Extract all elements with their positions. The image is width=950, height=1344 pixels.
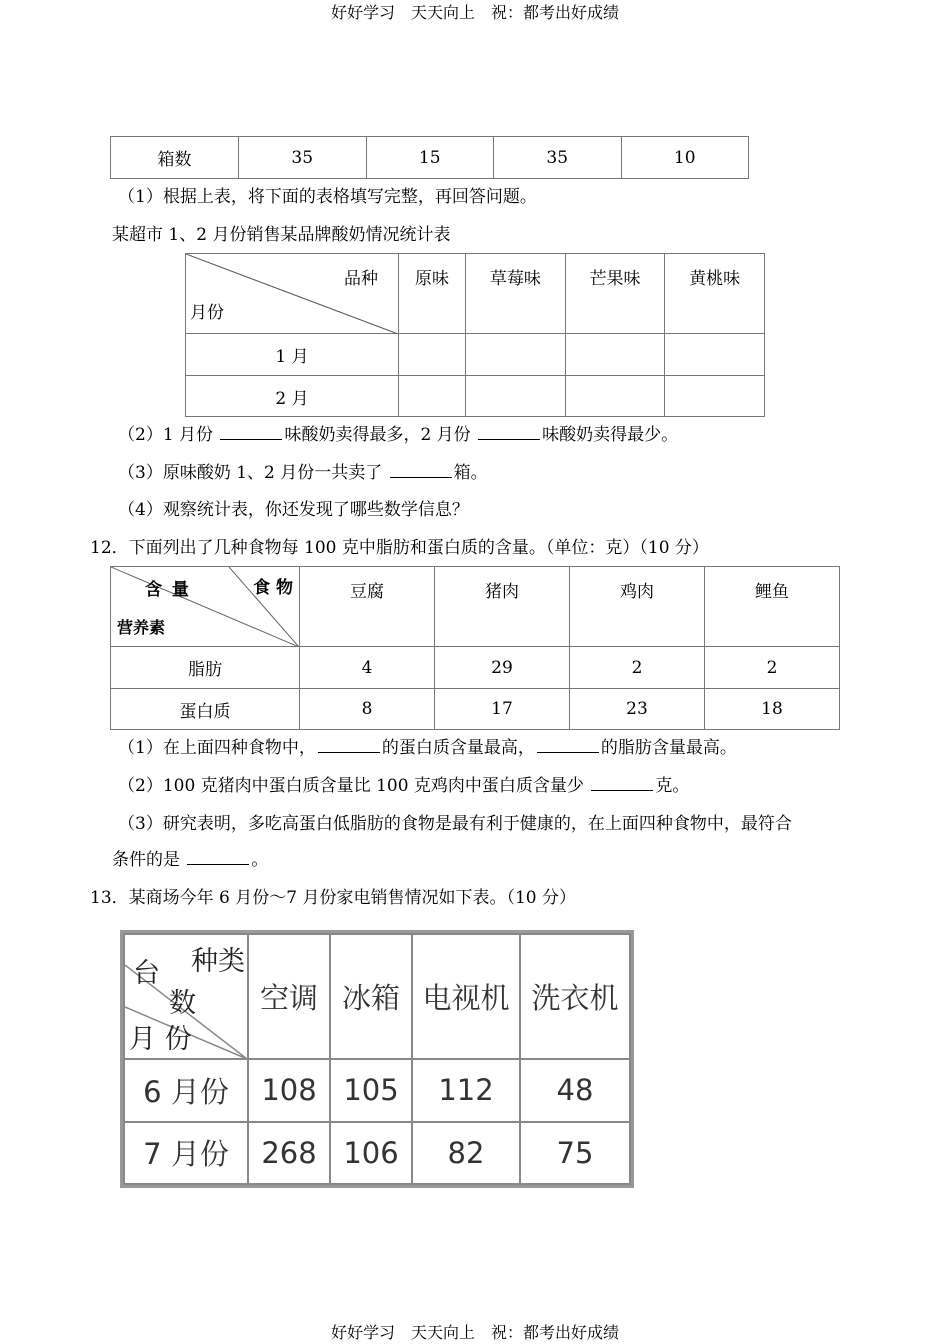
text: （2）100 克猪肉中蛋白质含量比 100 克鸡肉中蛋白质含量少 [118,776,590,796]
answer-blank[interactable] [220,425,282,440]
cell: 268 [248,1122,330,1185]
empty-cell[interactable] [665,376,765,417]
row-label: 蛋白质 [111,689,300,730]
corner-cell [124,934,248,1059]
empty-cell[interactable] [466,334,566,376]
answer-blank[interactable] [318,738,380,753]
cell: 4 [300,647,435,689]
row-label: 2 月 [186,376,399,417]
text: （3）原味酸奶 1、2 月份一共卖了 [118,463,388,483]
q11-part4: （4）观察统计表，你还发现了哪些数学信息？ [118,500,469,520]
row-label: 1 月 [186,334,399,376]
column-header: 草莓味 [466,254,566,334]
corner-cell [111,567,300,647]
column-header: 黄桃味 [665,254,765,334]
empty-cell[interactable] [466,376,566,417]
q11-part2 [118,424,678,446]
empty-cell[interactable] [665,334,765,376]
column-header: 空调 [248,934,330,1059]
row-label: 6 月份 [124,1059,248,1122]
answer-blank[interactable] [187,850,249,865]
corner-label-c: 营养素 [117,618,166,637]
q11-part3 [118,462,488,484]
yogurt-table [185,253,765,417]
q12-title: 12．下面列出了几种食物每 100 克中脂肪和蛋白质的含量。（单位：克）（10 分） [90,538,709,558]
row-label: 7 月份 [124,1122,248,1185]
cell: 106 [330,1122,412,1185]
cell: 35 [239,137,367,179]
corner-top-label: 品种 [344,269,378,289]
cell: 75 [520,1122,630,1185]
cell: 23 [570,689,705,730]
cell: 105 [330,1059,412,1122]
text: 箱。 [453,463,488,483]
cell: 108 [248,1059,330,1122]
corner-cell [186,254,399,334]
appliance-table [123,933,631,1185]
row-label: 脂肪 [111,647,300,689]
boxes-table [110,136,749,179]
cell: 2 [570,647,705,689]
cell: 15 [366,137,494,179]
column-header: 洗衣机 [520,934,630,1059]
cell: 48 [520,1059,630,1122]
cell: 18 [705,689,840,730]
cell: 35 [494,137,622,179]
corner-bottom-label: 月份 [190,303,224,323]
corner-label-a: 台 [133,958,160,989]
answer-blank[interactable] [390,463,452,478]
cell: 29 [435,647,570,689]
text: 条件的是 [112,850,186,870]
column-header: 猪肉 [435,567,570,647]
text: 的蛋白质含量最高， [381,738,535,758]
text: 克。 [655,776,690,796]
cell: 82 [412,1122,520,1185]
q11-part1: （1）根据上表，将下面的表格填写完整，再回答问题。 [118,187,537,207]
corner-label-c: 数 [169,988,196,1019]
text: （1）在上面四种食物中， [118,738,316,758]
appliance-table-image [120,930,634,1188]
answer-blank[interactable] [537,738,599,753]
q12-part1 [118,737,737,759]
q13-title: 13．某商场今年 6 月份～7 月份家电销售情况如下表。（10 分） [90,888,577,908]
column-header: 原味 [399,254,466,334]
column-header: 电视机 [412,934,520,1059]
corner-label-b: 种类 [191,946,245,977]
page-header: 好好学习 天天向上 祝：都考出好成绩 [330,3,619,22]
empty-cell[interactable] [399,376,466,417]
text: 的脂肪含量最高。 [600,738,737,758]
nutrition-table [110,566,840,730]
row-label: 箱数 [111,137,239,179]
text: 味酸奶卖得最多，2 月份 [284,425,477,445]
text: （2）1 月份 [118,425,219,445]
cell: 112 [412,1059,520,1122]
corner-label-b: 食 物 [253,578,293,598]
cell: 10 [621,137,749,179]
empty-cell[interactable] [565,334,665,376]
answer-blank[interactable] [591,776,653,791]
column-header: 冰箱 [330,934,412,1059]
q12-part2 [118,775,689,797]
empty-cell[interactable] [565,376,665,417]
page-footer: 好好学习 天天向上 祝：都考出好成绩 [330,1323,619,1342]
text: 。 [251,850,269,870]
empty-cell[interactable] [399,334,466,376]
q12-part3-cont [112,849,268,871]
answer-blank[interactable] [478,425,540,440]
corner-label-d: 月 份 [129,1024,192,1055]
column-header: 鲤鱼 [705,567,840,647]
q12-part3: （3）研究表明，多吃高蛋白低脂肪的食物是最有利于健康的，在上面四种食物中，最符合 [118,814,792,834]
text: 味酸奶卖得最少。 [542,425,679,445]
cell: 8 [300,689,435,730]
column-header: 豆腐 [300,567,435,647]
corner-label-a: 含 量 [145,580,191,600]
cell: 17 [435,689,570,730]
column-header: 芒果味 [565,254,665,334]
cell: 2 [705,647,840,689]
column-header: 鸡肉 [570,567,705,647]
q11-table-title: 某超市 1、2 月份销售某品牌酸奶情况统计表 [112,225,451,245]
